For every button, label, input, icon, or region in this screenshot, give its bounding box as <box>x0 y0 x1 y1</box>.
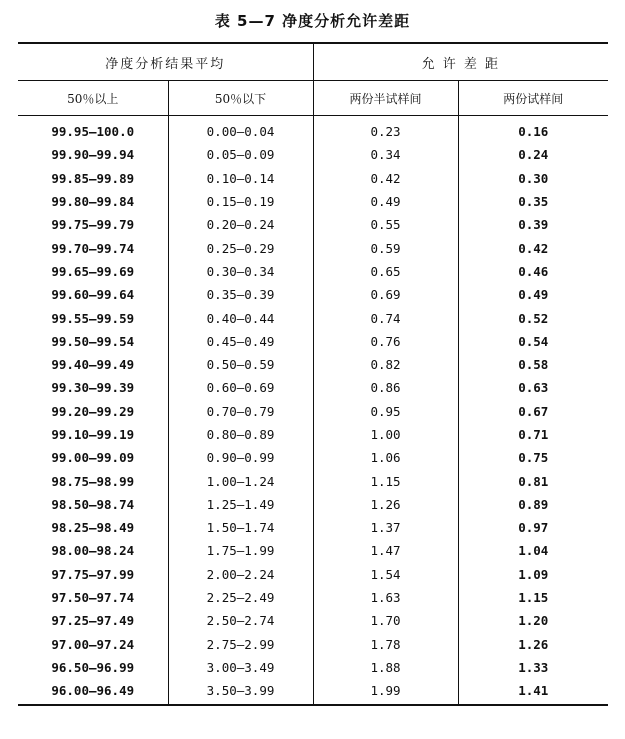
cell-above-50: 99.75—99.79 <box>51 217 135 233</box>
table-row <box>18 563 608 586</box>
cell-below-50: 2.00—2.24 <box>168 563 313 586</box>
header-full-sample: 两份试样间 <box>458 81 608 116</box>
cell-half-sample: 0.86 <box>313 376 458 399</box>
table-body <box>18 116 608 706</box>
cell-full-sample: 0.81 <box>458 469 608 492</box>
table-row <box>18 330 608 353</box>
cell-half-sample: 0.69 <box>313 283 458 306</box>
table-row <box>18 539 608 562</box>
cell-above-50: 97.00—97.24 <box>51 636 135 652</box>
cell-above-50: 98.75—98.99 <box>51 473 135 489</box>
table-row <box>18 493 608 516</box>
cell-half-sample: 1.63 <box>313 586 458 609</box>
cell-half-sample: 1.26 <box>313 493 458 516</box>
cell-full-sample: 0.89 <box>458 493 608 516</box>
table-row <box>18 469 608 492</box>
cell-full-sample: 0.30 <box>458 167 608 190</box>
cell-half-sample: 0.76 <box>313 330 458 353</box>
cell-below-50: 0.25—0.29 <box>168 236 313 259</box>
cell-above-50: 96.00—96.49 <box>18 679 168 705</box>
cell-above-50: 96.50—96.99 <box>51 659 135 675</box>
cell-above-50: 99.50—99.54 <box>51 333 135 349</box>
cell-below-50: 2.50—2.74 <box>168 609 313 632</box>
cell-below-50: 0.80—0.89 <box>168 423 313 446</box>
cell-full-sample: 0.54 <box>458 330 608 353</box>
header-group-tolerance: 允 许 差 距 <box>313 43 608 81</box>
cell-full-sample: 0.49 <box>458 283 608 306</box>
cell-half-sample: 1.00 <box>313 423 458 446</box>
cell-full-sample: 0.16 <box>458 116 608 144</box>
table-row <box>18 213 608 236</box>
cell-full-sample: 1.33 <box>458 656 608 679</box>
cell-half-sample: 1.37 <box>313 516 458 539</box>
table-row <box>18 633 608 656</box>
cell-half-sample: 0.74 <box>313 306 458 329</box>
cell-below-50: 1.25—1.49 <box>168 493 313 516</box>
table-header <box>18 43 608 116</box>
cell-full-sample: 0.42 <box>458 236 608 259</box>
table-row <box>18 400 608 423</box>
cell-half-sample: 0.23 <box>313 116 458 144</box>
header-group-average: 净度分析结果平均 <box>18 43 313 81</box>
cell-below-50: 0.40—0.44 <box>168 306 313 329</box>
cell-above-50: 99.80—99.84 <box>51 194 135 210</box>
cell-above-50: 99.20—99.29 <box>51 403 135 419</box>
table-row <box>18 656 608 679</box>
cell-below-50: 1.00—1.24 <box>168 469 313 492</box>
cell-below-50: 0.20—0.24 <box>168 213 313 236</box>
table-title: 表 5—7 净度分析允许差距 <box>214 12 411 30</box>
table-row <box>18 236 608 259</box>
cell-half-sample: 0.82 <box>313 353 458 376</box>
cell-above-50: 97.25—97.49 <box>51 613 135 629</box>
cell-above-50: 99.70—99.74 <box>51 240 135 256</box>
cell-half-sample: 1.88 <box>313 656 458 679</box>
table-row <box>18 116 608 144</box>
cell-full-sample: 1.15 <box>458 586 608 609</box>
cell-below-50: 3.00—3.49 <box>168 656 313 679</box>
cell-below-50: 0.00—0.04 <box>168 116 313 144</box>
cell-full-sample: 0.71 <box>458 423 608 446</box>
cell-above-50: 99.65—99.69 <box>51 263 135 279</box>
table-row <box>18 260 608 283</box>
cell-full-sample: 1.26 <box>458 633 608 656</box>
cell-full-sample: 0.58 <box>458 353 608 376</box>
cell-full-sample: 0.52 <box>458 306 608 329</box>
cell-above-50: 98.50—98.74 <box>51 496 135 512</box>
cell-full-sample: 0.75 <box>458 446 608 469</box>
cell-half-sample: 0.49 <box>313 190 458 213</box>
cell-above-50: 99.90—99.94 <box>51 147 135 163</box>
table-row <box>18 190 608 213</box>
cell-full-sample: 0.35 <box>458 190 608 213</box>
header-half-sample: 两份半试样间 <box>313 81 458 116</box>
table-row <box>18 446 608 469</box>
cell-half-sample: 0.59 <box>313 236 458 259</box>
cell-full-sample: 0.46 <box>458 260 608 283</box>
cell-below-50: 1.50—1.74 <box>168 516 313 539</box>
table-row <box>18 283 608 306</box>
cell-below-50: 0.70—0.79 <box>168 400 313 423</box>
cell-above-50: 98.25—98.49 <box>51 520 135 536</box>
table-row <box>18 423 608 446</box>
header-above-50: 50％以上 <box>18 81 168 116</box>
cell-half-sample: 1.06 <box>313 446 458 469</box>
header-group-row <box>18 43 608 81</box>
cell-half-sample: 1.47 <box>313 539 458 562</box>
cell-below-50: 0.30—0.34 <box>168 260 313 283</box>
cell-below-50: 2.25—2.49 <box>168 586 313 609</box>
table-row <box>18 167 608 190</box>
cell-half-sample: 1.54 <box>313 563 458 586</box>
cell-full-sample: 0.63 <box>458 376 608 399</box>
table-row <box>18 376 608 399</box>
cell-full-sample: 1.09 <box>458 563 608 586</box>
table-row <box>18 143 608 166</box>
table-row <box>18 679 608 705</box>
cell-above-50: 99.00—99.09 <box>51 450 135 466</box>
cell-below-50: 0.10—0.14 <box>168 167 313 190</box>
cell-half-sample: 1.99 <box>313 679 458 705</box>
cell-full-sample: 0.97 <box>458 516 608 539</box>
cell-half-sample: 0.55 <box>313 213 458 236</box>
cell-half-sample: 0.34 <box>313 143 458 166</box>
cell-below-50: 0.50—0.59 <box>168 353 313 376</box>
cell-below-50: 0.60—0.69 <box>168 376 313 399</box>
cell-below-50: 1.75—1.99 <box>168 539 313 562</box>
table-row <box>18 609 608 632</box>
cell-above-50: 99.55—99.59 <box>51 310 135 326</box>
cell-full-sample: 1.41 <box>458 679 608 705</box>
cell-below-50: 0.35—0.39 <box>168 283 313 306</box>
header-column-row <box>18 81 608 116</box>
cell-below-50: 0.45—0.49 <box>168 330 313 353</box>
table-row <box>18 586 608 609</box>
header-below-50: 50％以下 <box>168 81 313 116</box>
cell-full-sample: 0.67 <box>458 400 608 423</box>
cell-above-50: 99.85—99.89 <box>51 170 135 186</box>
cell-above-50: 99.30—99.39 <box>51 380 135 396</box>
table-row <box>18 516 608 539</box>
cell-below-50: 3.50—3.99 <box>168 679 313 705</box>
cell-below-50: 2.75—2.99 <box>168 633 313 656</box>
cell-half-sample: 1.78 <box>313 633 458 656</box>
cell-half-sample: 1.15 <box>313 469 458 492</box>
cell-above-50: 99.95—100.0 <box>51 124 135 140</box>
cell-above-50: 98.00—98.24 <box>51 543 135 559</box>
cell-below-50: 0.90—0.99 <box>168 446 313 469</box>
cell-full-sample: 1.20 <box>458 609 608 632</box>
cell-below-50: 0.05—0.09 <box>168 143 313 166</box>
cell-above-50: 99.60—99.64 <box>51 287 135 303</box>
cell-above-50: 99.10—99.19 <box>51 427 135 442</box>
tolerance-table <box>18 42 608 706</box>
cell-full-sample: 0.39 <box>458 213 608 236</box>
cell-half-sample: 0.42 <box>313 167 458 190</box>
cell-above-50: 97.75—97.99 <box>51 566 135 582</box>
cell-full-sample: 1.04 <box>458 539 608 562</box>
cell-half-sample: 1.70 <box>313 609 458 632</box>
cell-below-50: 0.15—0.19 <box>168 190 313 213</box>
table-row <box>18 306 608 329</box>
cell-above-50: 99.40—99.49 <box>51 357 135 373</box>
cell-above-50: 97.50—97.74 <box>51 590 135 606</box>
cell-full-sample: 0.24 <box>458 143 608 166</box>
cell-half-sample: 0.95 <box>313 400 458 423</box>
cell-half-sample: 0.65 <box>313 260 458 283</box>
table-row <box>18 353 608 376</box>
